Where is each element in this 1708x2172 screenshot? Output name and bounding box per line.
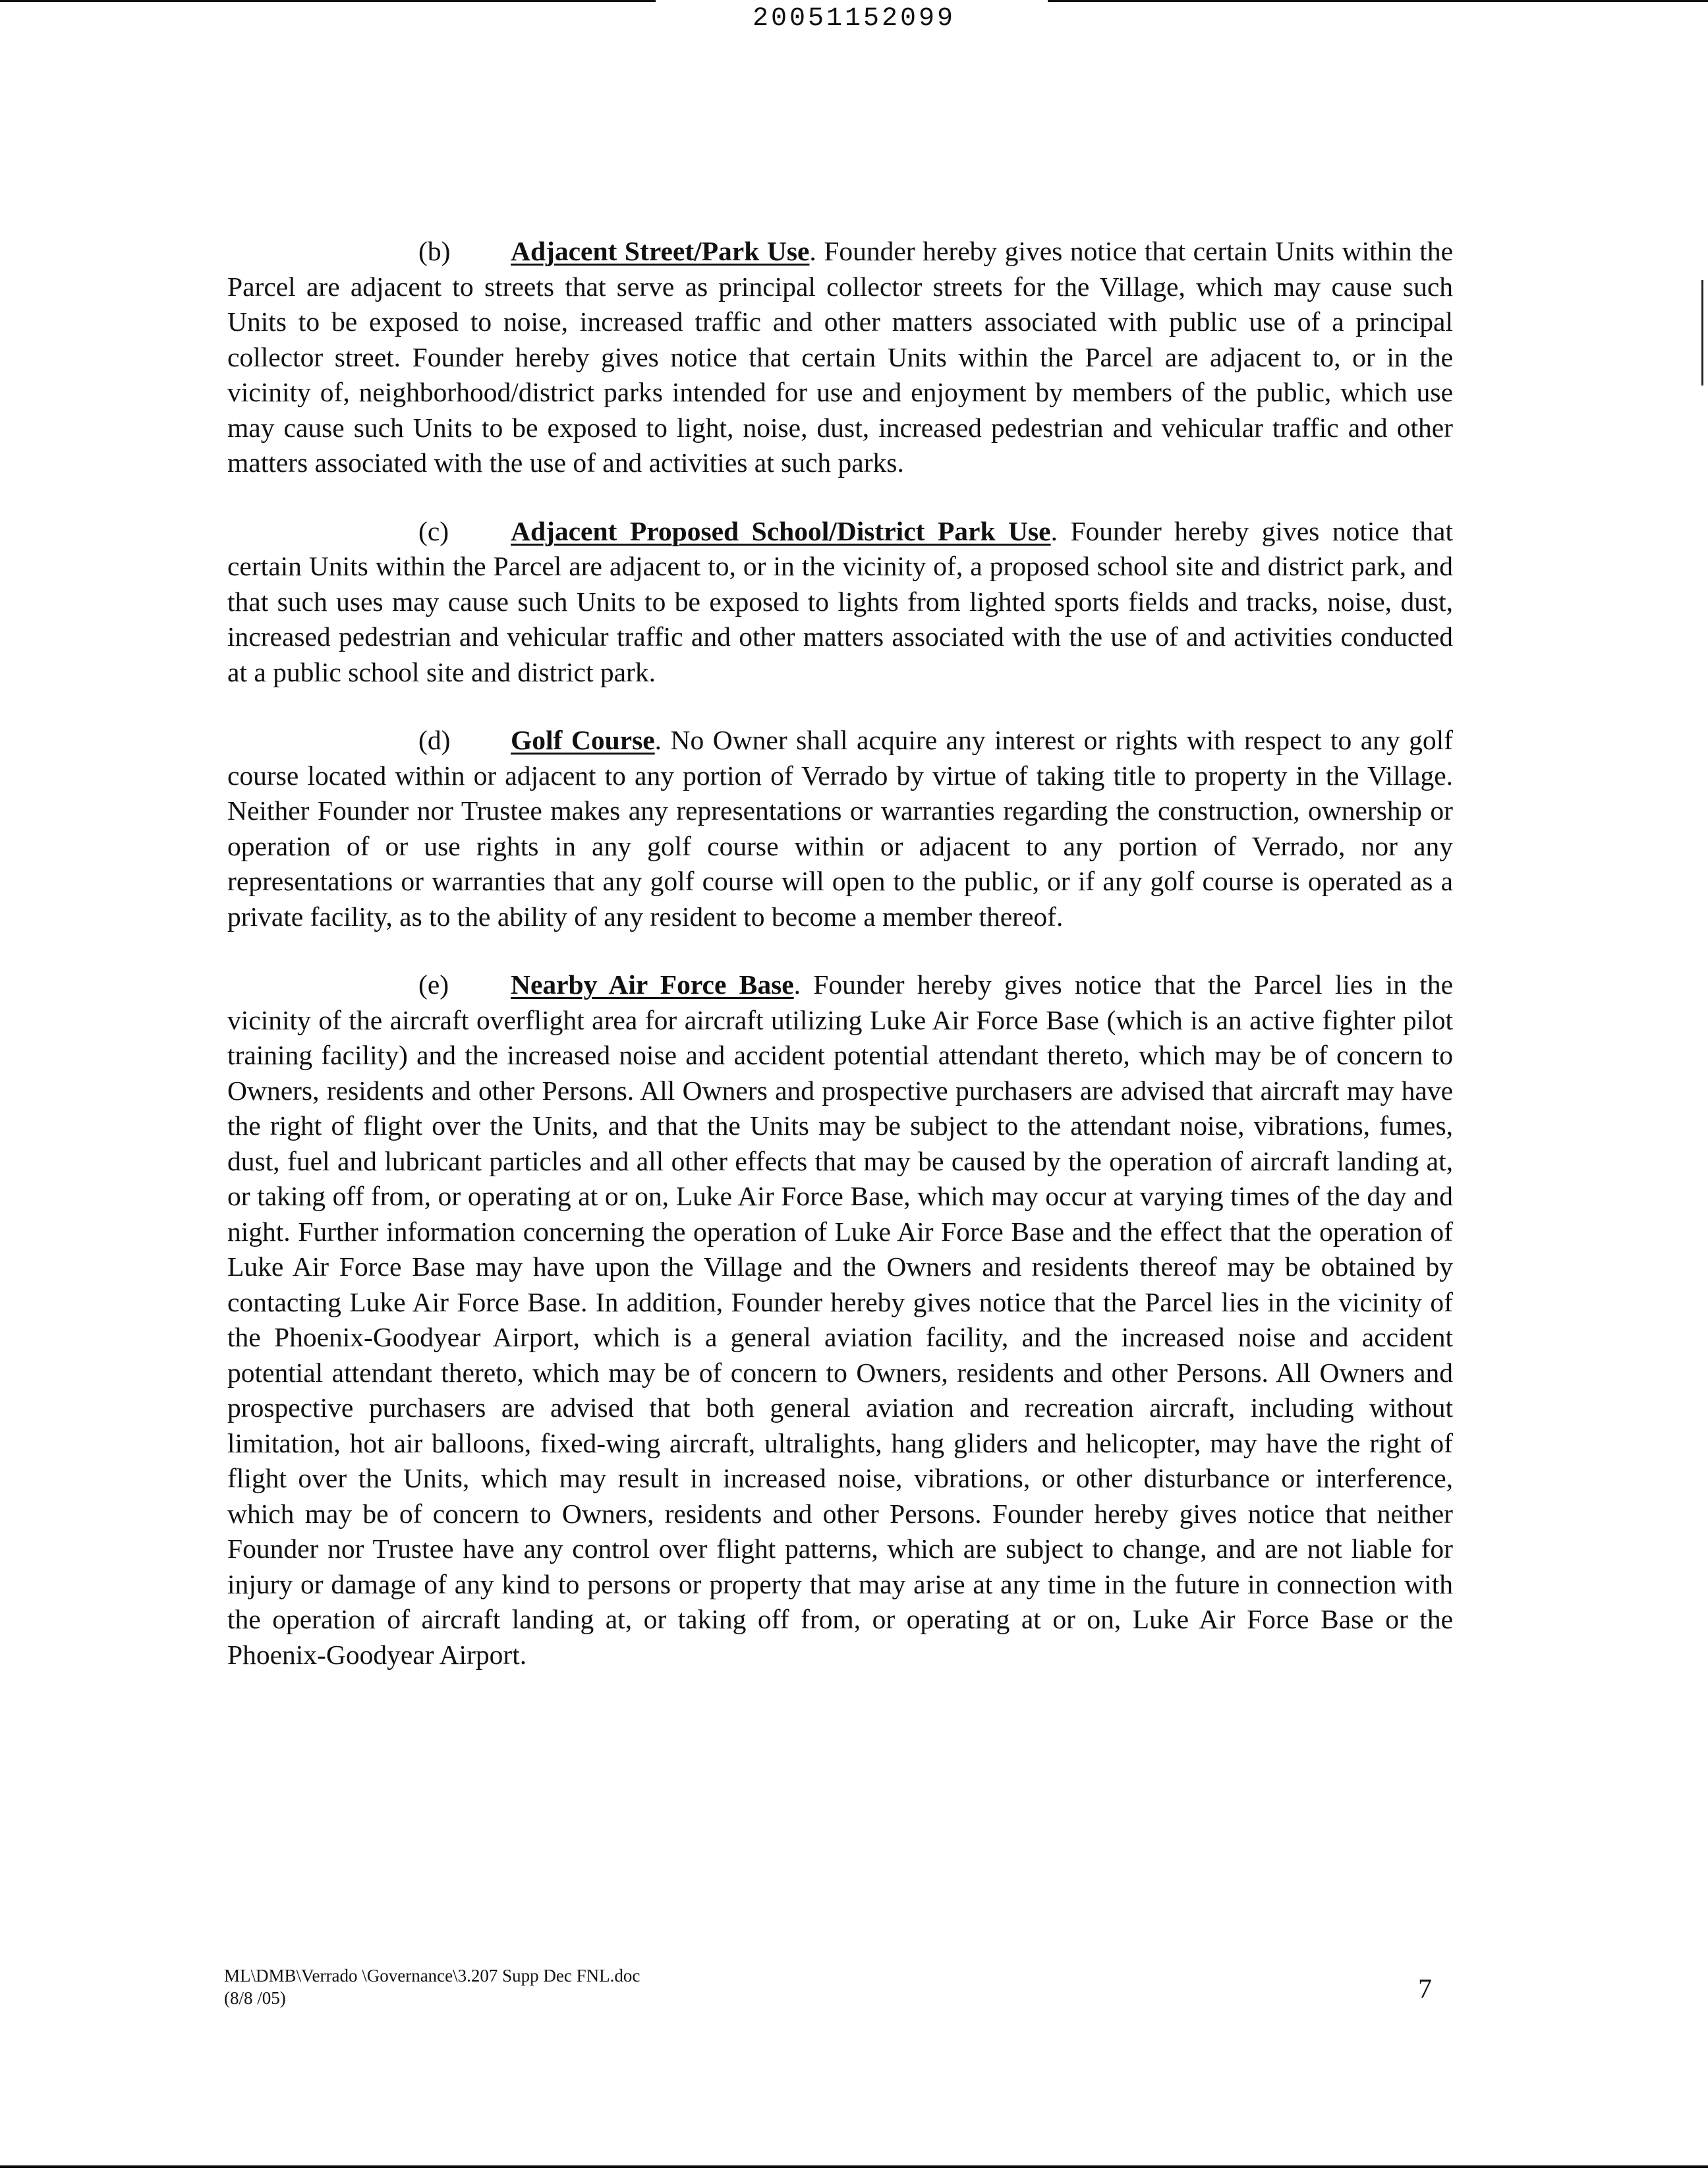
document-number: 20051152099 — [752, 4, 956, 34]
footer-date: (8/8 /05) — [224, 1988, 286, 2008]
paragraph-label: (e) — [418, 969, 449, 1000]
paragraph-label: (d) — [418, 725, 451, 755]
footer-file-info — [224, 1964, 640, 2009]
bottom-border — [0, 2165, 1708, 2168]
paragraph-heading: Adjacent Street/Park Use — [511, 236, 810, 266]
paragraph-adjacent-school-park-use — [227, 514, 1453, 691]
scan-edge-mark — [1701, 280, 1703, 386]
paragraph-label: (b) — [418, 236, 451, 266]
top-border-left — [0, 0, 656, 2]
paragraph-golf-course — [227, 723, 1453, 934]
paragraph-adjacent-street-park-use — [227, 234, 1453, 481]
paragraph-text: . Founder hereby gives notice that the Parcel lies in the vicinity of the aircraft overflight area for aircraft utilizing Luke Air Force Base (which is an active fighter pilot training facility) and the increased noise and accident potential attendant thereto, which may be of concern to Owners, residents and other Persons. All Owners and prospective purchasers are advised that aircraft may have the right of flight over the Units, and that the Units may be subject to the attendant noise, vibrations, fumes, dust, fuel and lubricant particles and all other effects that may be caused by the operation of aircraft landing at, or taking off from, or operating at or on, Luke Air Force Base, which may occur at varying times of the day and night. Further information concerning the operation of Luke Air Force Base and the effect that the operation of Luke Air Force Base may have upon the Village and the Owners and residents thereof may be obtained by contacting Luke Air Force Base. In addition, Founder hereby gives notice that the Parcel lies in the vicinity of the Phoenix-Goodyear Airport, which is a general aviation facility, and the increased noise and accident potential attendant thereto, which may be of concern to Owners, residents and other Persons. All Owners and prospective purchasers are advised that both general aviation and recreation aircraft, including without limitation, hot air balloons, fixed-wing aircraft, ultralights, hang gliders and helicopter, may have the right of flight over the Units, which may result in increased noise, vibrations, or other disturbance or interference, which may be of concern to Owners, residents and other Persons. Founder hereby gives notice that neither Founder nor Trustee have any control over flight patterns, which are subject to change, and are not liable for injury or damage of any kind to persons or property that may arise at any time in the future in connection with the operation of aircraft landing at, or taking off from, or operating at or on, Luke Air Force Base or the Phoenix-Goodyear Airport. — [227, 969, 1453, 1670]
top-border-right — [1048, 0, 1708, 2]
document-body — [227, 234, 1453, 1705]
paragraph-nearby-air-force-base — [227, 967, 1453, 1672]
footer-file-path: ML\DMB\Verrado \Governance\3.207 Supp Dec FNL.doc — [224, 1966, 640, 1986]
page-number: 7 — [1418, 1974, 1432, 2005]
paragraph-text: . Founder hereby gives notice that certain Units within the Parcel are adjacent to streets that serve as principal collector streets for the Village, which may cause such Units to be exposed to noise, increased traffic and other matters associated with public use of a principal collector street. Founder hereby gives notice that certain Units within the Parcel are adjacent to, or in the vicinity of, neighborhood/district parks intended for use and enjoyment by members of the public, which use may cause such Units to be exposed to light, noise, dust, increased pedestrian and vehicular traffic and other matters associated with the use of and activities at such parks. — [227, 236, 1453, 478]
paragraph-text: . No Owner shall acquire any interest or rights with respect to any golf course located within or adjacent to any portion of Verrado by virtue of taking title to property in the Village. Neither Founder nor Trustee makes any representations or warranties regarding the construction, ownership or operation of or use rights in any golf course within or adjacent to any portion of Verrado, nor any representations or warranties that any golf course will open to the public, or if any golf course is operated as a private facility, as to the ability of any resident to become a member thereof. — [227, 725, 1453, 932]
paragraph-heading: Golf Course — [511, 725, 655, 755]
paragraph-label: (c) — [418, 515, 449, 546]
paragraph-heading: Nearby Air Force Base — [511, 969, 794, 1000]
paragraph-text: . Founder hereby gives notice that certain Units within the Parcel are adjacent to, or in the vicinity of, a proposed school site and district park, and that such uses may cause such Units to be exposed to lights from lighted sports fields and tracks, noise, dust, increased pedestrian and vehicular traffic and other matters associated with the use of and activities conducted at a public school site and district park. — [227, 515, 1453, 687]
paragraph-heading: Adjacent Proposed School/District Park Use — [511, 515, 1051, 546]
